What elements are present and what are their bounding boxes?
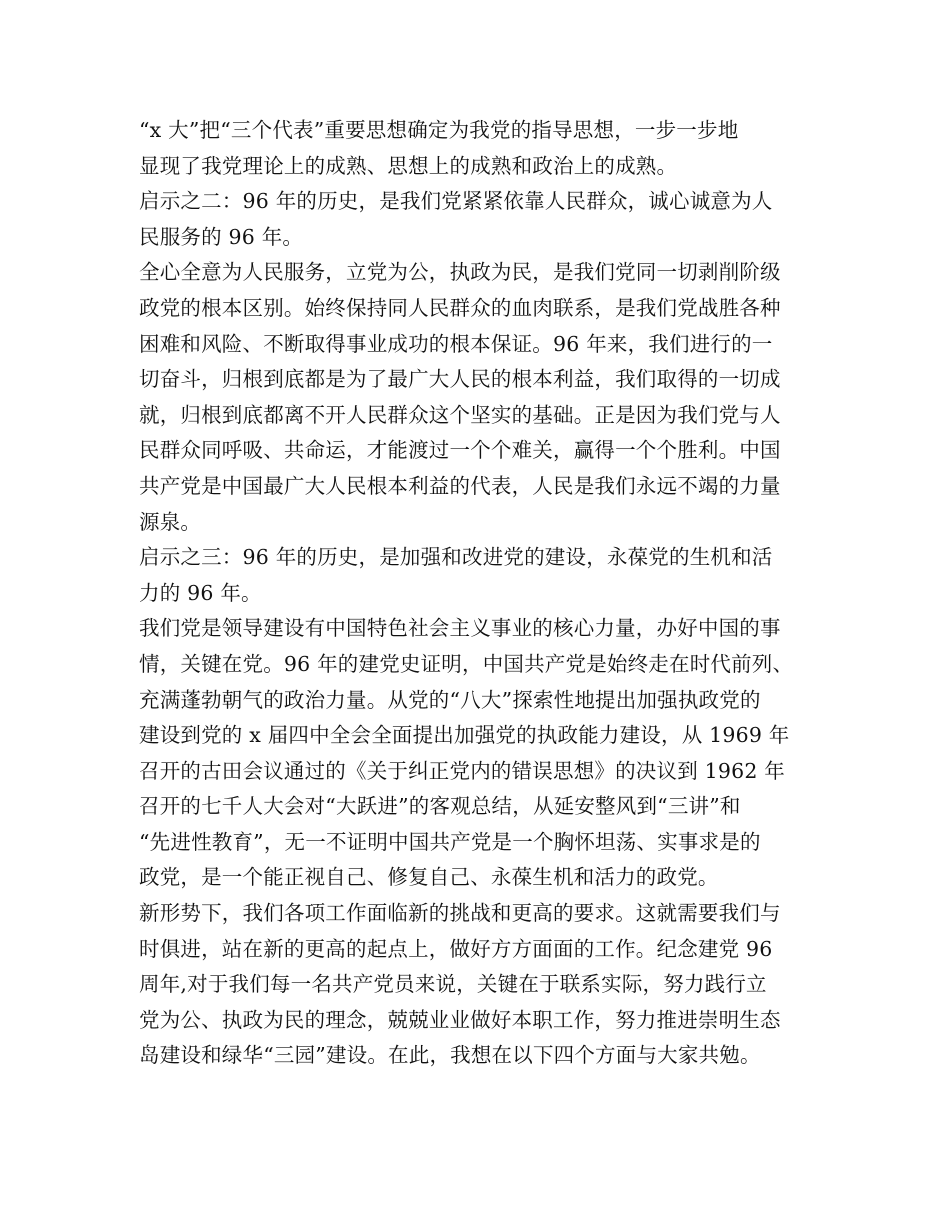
text-line: 充满蓬勃朝气的政治力量。从党的“八大”探索性地提出加强执政党的 [139,687,761,712]
text-line: 民群众同呼吸、共命运，才能渡过一个个难关，赢得一个个胜利。中国 [139,438,781,463]
text-line: 就，归根到底都离不开人民群众这个坚实的基础。正是因为我们党与人 [139,402,781,427]
text-line: 全心全意为人民服务，立党为公，执政为民，是我们党同一切剥削阶级 [139,260,781,285]
text-line: “先进性教育”，无一不证明中国共产党是一个胸怀坦荡、实事求是的 [139,829,761,854]
text-line: 新形势下，我们各项工作面临新的挑战和更高的要求。这就需要我们与 [139,901,781,926]
section-heading-line: 启示之二：96 年的历史，是我们党紧紧依靠人民群众，诚心诚意为人 [139,189,773,214]
document-body [139,113,819,1074]
text-line: “x 大”把“三个代表”重要思想确定为我党的指导思想，一步一步地 [139,118,739,142]
text-line: 召开的七千人大会对“大跃进”的客观总结，从延安整风到“三讲”和 [139,794,741,819]
text-line: 共产党是中国最广大人民根本利益的代表，人民是我们永远不竭的力量 [139,473,781,498]
text-line: 源泉。 [139,509,202,534]
section-heading-line: 启示之三：96 年的历史，是加强和改进党的建设，永葆党的生机和活 [139,545,773,570]
section-heading-line: 力的 96 年。 [139,580,262,605]
text-line: 周年,对于我们每一名共产党员来说，关键在于联系实际，努力践行立 [139,972,767,997]
text-line: 情，关键在党。96 年的建党史证明，中国共产党是始终走在时代前列、 [139,651,794,676]
text-line: 建设到党的 x 届四中全会全面提出加强党的执政能力建设，从 1969 年 [139,723,790,748]
text-line: 政党的根本区别。始终保持同人民群众的血肉联系，是我们党战胜各种 [139,295,781,320]
text-line: 岛建设和绿华“三园”建设。在此，我想在以下四个方面与大家共勉。 [139,1043,761,1068]
text-line: 政党，是一个能正视自己、修复自己、永葆生机和活力的政党。 [139,865,719,890]
text-line: 困难和风险、不断取得事业成功的根本保证。96 年来，我们进行的一 [139,331,773,356]
section-heading-line: 民服务的 96 年。 [139,224,304,249]
text-line: 时俱进，站在新的更高的起点上，做好方方面面的工作。纪念建党 96 [139,936,773,961]
text-line: 显现了我党理论上的成熟、思想上的成熟和政治上的成熟。 [139,153,678,178]
text-line: 党为公、执政为民的理念，兢兢业业做好本职工作，努力推进崇明生态 [139,1007,781,1032]
text-line: 我们党是领导建设有中国特色社会主义事业的核心力量，办好中国的事 [139,616,781,641]
text-line: 切奋斗，归根到底都是为了最广大人民的根本利益，我们取得的一切成 [139,367,781,392]
text-line: 召开的古田会议通过的《关于纠正党内的错误思想》的决议到 1962 年 [139,758,786,783]
